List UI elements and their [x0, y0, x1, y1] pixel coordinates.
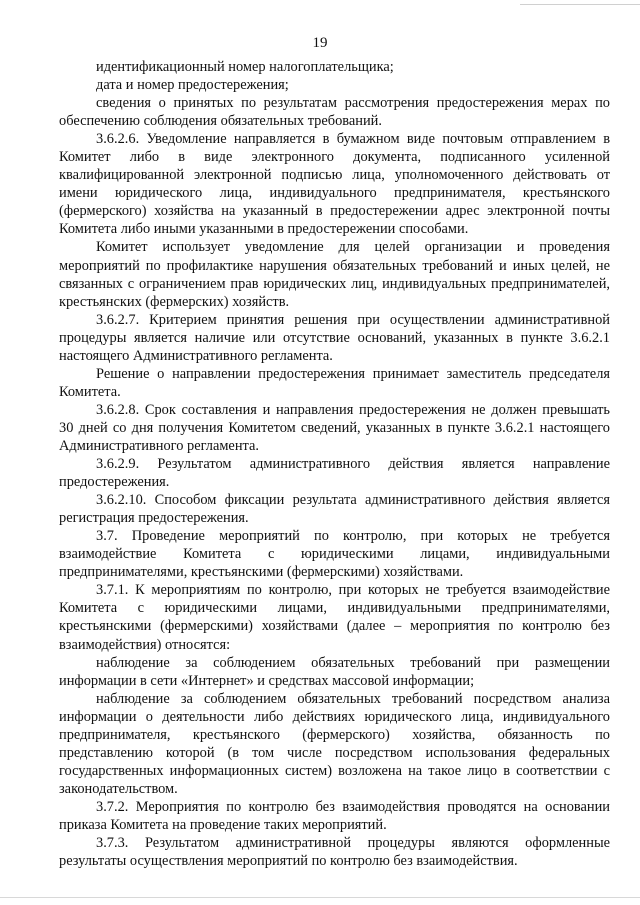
paragraph-3-6-2-8: 3.6.2.8. Срок составления и направления предостережения не должен превышать 30 дней со дня получения Комитетом сведений, указанных в пункте 3.6.2.1 настоящего Административного регламента.: [59, 401, 610, 454]
paragraph-3-7-3: 3.7.3. Результатом административной процедуры являются оформленные результаты осуществления мероприятий по контролю без взаимодействия.: [59, 835, 610, 870]
scan-edge-line: [520, 4, 640, 5]
paragraph-3-6-2-9: 3.6.2.9. Результатом административного действия является направление предостережения.: [59, 456, 610, 491]
paragraph-warning-date: дата и номер предостережения;: [96, 77, 289, 94]
paragraph-3-7: 3.7. Проведение мероприятий по контролю, при которых не требуется взаимодействие Комитета с юридическими лицами, индивидуальными предпринимателями, крестьянскими (фермерскими) хозяйствами.: [59, 528, 610, 581]
scan-bottom-edge: [0, 897, 640, 898]
document-body: [59, 58, 610, 870]
page-number: 19: [312, 35, 328, 51]
paragraph-taxpayer-id: идентификационный номер налогоплательщика;: [96, 59, 394, 75]
paragraph-3-7-2: 3.7.2. Мероприятия по контролю без взаимодействия проводятся на основании приказа Комитета на проведение таких мероприятий.: [59, 798, 610, 833]
paragraph-internet-monitoring: наблюдение за соблюдением обязательных требований при размещении информации в сети «Интернет» и средствах массовой информации;: [59, 654, 610, 689]
paragraph-measures-info: сведения о принятых по результатам рассмотрения предостережения мерах по обеспечению соблюдения обязательных требований.: [59, 95, 610, 130]
paragraph-decision: Решение о направлении предостережения принимает заместитель председателя Комитета.: [59, 365, 610, 400]
paragraph-3-6-2-7: 3.6.2.7. Критерием принятия решения при осуществлении административной процедуры является наличие или отсутствие оснований, указанных в пункте 3.6.2.1 настоящего Административного регламента.: [59, 311, 610, 364]
paragraph-3-6-2-10: 3.6.2.10. Способом фиксации результата административного действия является регистрация предостережения.: [59, 492, 610, 527]
paragraph-committee-uses-notice: Комитет использует уведомление для целей организации и проведения мероприятий по профилактике нарушения обязательных требований и иных целей, не связанных с ограничением прав юридических лиц, индивидуальных предпринимателей, крестьянских (фермерских) хозяйств.: [59, 239, 610, 310]
paragraph-3-6-2-6: 3.6.2.6. Уведомление направляется в бумажном виде почтовым отправлением в Комитет либо в виде электронного документа, подписанного усиленной квалифицированной электронной подписью лица, уполномоченного действовать от имени юридического лица, индивидуального предпринимателя, крестьянского (фермерского) хозяйства на указанный в предостережении адрес электронной почты Комитета либо иными указанными в предостережении способами.: [59, 131, 610, 238]
paragraph-3-7-1: 3.7.1. К мероприятиям по контролю, при которых не требуется взаимодействие Комитета с юридическими лицами, индивидуальными предпринимателями, крестьянскими (фермерскими) хозяйствами (далее – мероприятия по контролю без взаимодействия) относятся:: [59, 582, 610, 653]
paragraph-information-analysis: наблюдение за соблюдением обязательных требований посредством анализа информации о деятельности либо действиях юридического лица, индивидуального предпринимателя, крестьянского (фермерского) хозяйства, обязанность по представлению которой (в том числе посредством использования федеральных государственных информационных систем) возложена на такое лицо в соответствии с законодательством.: [59, 690, 610, 797]
